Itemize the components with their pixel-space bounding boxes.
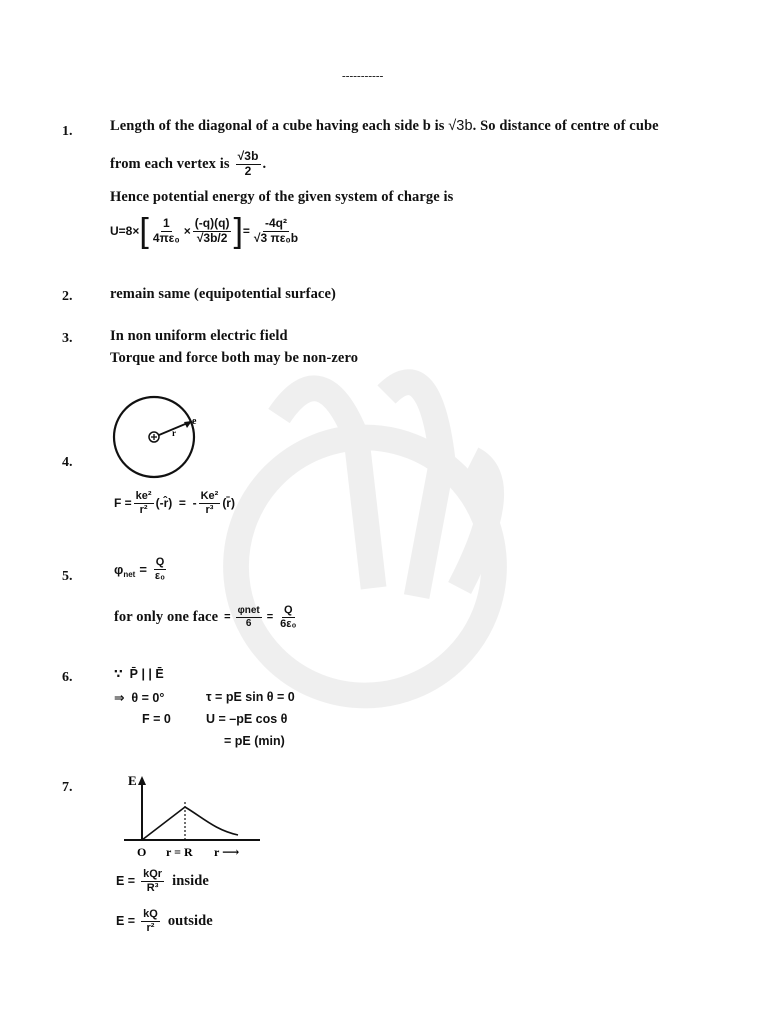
q5-f1-den: ε₀ — [154, 569, 166, 582]
q1-fraction-distance — [236, 150, 261, 179]
q1-line2-post: . — [262, 155, 267, 172]
q5-eq3: = — [266, 611, 274, 624]
q7-e2-lhs: E = — [116, 914, 136, 929]
q1-f2-den: √3b/2 — [196, 230, 228, 245]
q1-sqrt3b: √3b — [448, 118, 473, 134]
q1-line1-post: . So distance of centre of cube — [472, 118, 659, 134]
q5-eq: = — [139, 561, 147, 577]
question-number-6: 6. — [62, 670, 73, 685]
q5-f2-den: 6 — [245, 617, 252, 629]
q5-phi-sub: net — [123, 569, 136, 579]
q3-line1: In non uniform electric field — [110, 328, 288, 344]
q2-text: remain same (equipotential surface) — [110, 286, 336, 302]
q5-f1-num: Q — [155, 556, 165, 568]
q7-e2-den: r² — [146, 921, 155, 934]
field-outside-curve — [185, 807, 238, 835]
q1-frac-den: 2 — [244, 163, 252, 178]
q5-phi: φ — [114, 561, 124, 577]
q4-frac-1 — [134, 490, 154, 516]
q1-f3-den: √3 πε₀b — [253, 230, 299, 245]
q6-line3b: U = –pE cos θ — [206, 712, 288, 726]
q7-e2-frac — [141, 908, 160, 934]
q7-e1-num: kQr — [143, 868, 163, 880]
q1-line2-pre: from each vertex is — [110, 155, 230, 172]
q4-equation — [114, 490, 235, 516]
q6-line3a: F = 0 — [142, 712, 171, 726]
q1-eq-equals: = — [242, 224, 250, 238]
q1-f3-num: -4q² — [265, 215, 288, 230]
q6-line4: = pE (min) — [224, 734, 285, 748]
q7-inside-equation — [116, 868, 209, 894]
q1-f2-num: (-q)(q) — [194, 215, 230, 230]
question-number-4: 4. — [62, 455, 73, 470]
right-bracket: ] — [233, 212, 243, 250]
q5-line2 — [114, 604, 300, 630]
question-number-3: 3. — [62, 331, 73, 346]
q1-frac-3 — [252, 217, 300, 246]
q1-line1-pre: Length of the diagonal of a cube having each side b is — [110, 118, 445, 134]
q4-f2-num: Ke² — [200, 490, 219, 502]
q5-f2-num: φnet — [237, 605, 260, 617]
q4-circle-diagram — [100, 392, 220, 482]
q1-f1-den: 4πε₀ — [152, 230, 180, 245]
q5-eq2: = — [224, 611, 231, 624]
q7-e1-lhs: E = — [116, 874, 136, 889]
q5-frac-1 — [153, 556, 167, 582]
y-axis-arrowhead — [138, 776, 146, 785]
axis-label-r-arrow: r ⟶ — [214, 845, 240, 859]
q7-field-graph — [110, 772, 270, 864]
q1-f1-num: 1 — [162, 215, 170, 230]
q5-equation-1 — [114, 556, 169, 582]
q6-line1: ∵ P̄ | | Ē — [114, 667, 164, 681]
q7-outside-equation — [116, 908, 213, 934]
q4-f1-num: ke² — [135, 490, 152, 502]
label-r: r — [172, 428, 176, 438]
q5-line2-text: for only one face — [114, 608, 219, 625]
q3-line2: Torque and force both may be non-zero — [110, 350, 359, 366]
q5-frac-3 — [278, 604, 298, 630]
q1-frac-1 — [151, 217, 182, 246]
left-bracket: [ — [139, 212, 149, 250]
axis-label-o: O — [137, 845, 147, 859]
q4-frac-2 — [199, 490, 221, 516]
q7-e1-tail: inside — [172, 872, 209, 889]
q7-e1-den: R³ — [146, 881, 159, 894]
q4-f1-den: r² — [139, 503, 148, 516]
q4-tail: (r̄) — [222, 496, 235, 511]
field-inside-line — [142, 807, 185, 840]
label-e: e — [192, 416, 197, 427]
question-number-7: 7. — [62, 780, 73, 795]
q1-frac-2 — [193, 217, 232, 246]
q5-f3-num: Q — [284, 604, 293, 616]
axis-label-r-eq-R: r = R — [166, 845, 193, 859]
q4-mid: (-r̂) = - — [155, 496, 197, 511]
question-number-2: 2. — [62, 289, 73, 304]
header-mark: ----------- — [342, 70, 384, 82]
q7-e2-tail: outside — [167, 912, 213, 929]
q4-eq-f: F = — [114, 496, 132, 511]
question-number-5: 5. — [62, 569, 73, 584]
q7-e2-num: kQ — [143, 908, 158, 920]
q5-frac-2 — [236, 605, 262, 629]
q1-line3: Hence potential energy of the given system of charge is — [110, 189, 454, 205]
q1-eq-lhs: U=8× — [110, 224, 140, 238]
q1-line1 — [110, 118, 659, 135]
axis-label-e: E — [128, 773, 137, 788]
q7-e1-frac — [141, 868, 164, 894]
question-number-1: 1. — [62, 124, 73, 139]
q1-line2 — [110, 150, 266, 179]
q4-f2-den: r³ — [205, 503, 214, 516]
q1-times: × — [183, 224, 191, 238]
q6-line2a: ⇒ θ = 0° — [114, 691, 165, 705]
q1-equation — [110, 214, 302, 248]
q1-frac-num: √3b — [237, 149, 259, 163]
q5-f3-den: 6ε₀ — [280, 617, 297, 630]
q6-line2b: τ = pE sin θ = 0 — [206, 690, 295, 704]
